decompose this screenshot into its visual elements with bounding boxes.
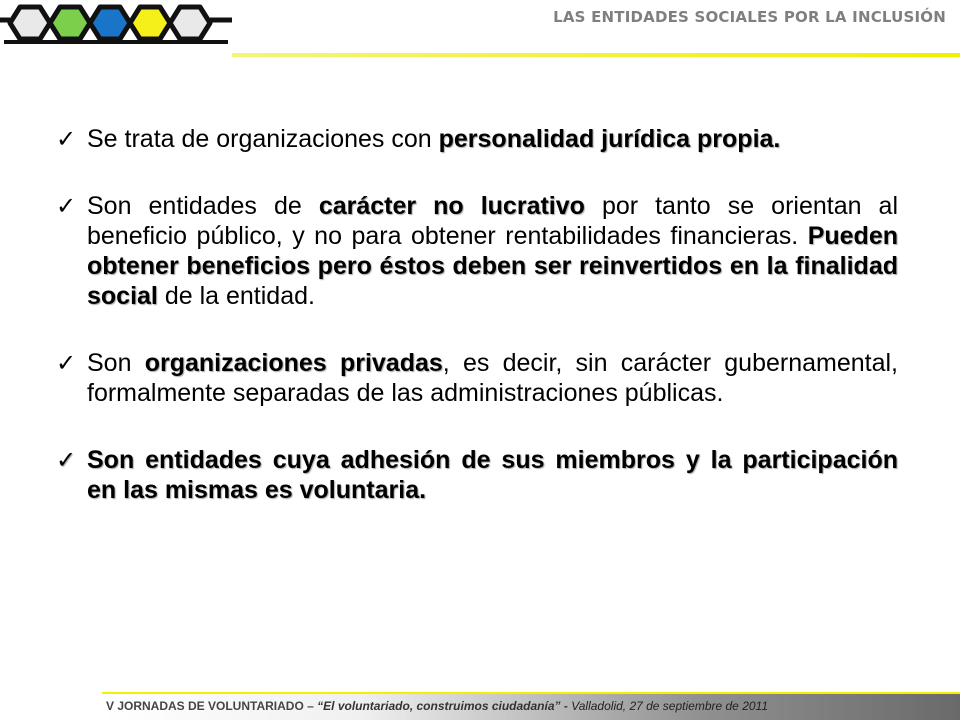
bullet-2-text-c: de la entidad. — [157, 282, 315, 310]
bullet-2-highlight-a: carácter no lucrativo — [318, 192, 585, 220]
logo-hexagon-3 — [90, 7, 130, 39]
logo-hexagon-1 — [10, 7, 50, 39]
footer-text — [106, 699, 768, 713]
footer-event: V JORNADAS DE VOLUNTARIADO – — [106, 699, 318, 713]
bullet-3-highlight: organizaciones privadas — [144, 349, 443, 377]
header-divider — [232, 53, 960, 57]
bullet-2-text-b: por tanto se orientan al beneficio público, y no para obtener rentabilidades financieras. — [87, 192, 899, 250]
bullet-2-highlight-b: Pueden obtener beneficios pero éstos deben ser reinvertidos en la finalidad social — [87, 222, 898, 310]
bullet-1 — [56, 124, 898, 154]
footer-bar — [102, 692, 960, 720]
bullet-1-text: Se trata de organizaciones con — [87, 125, 439, 153]
check-icon: ✓ — [56, 349, 77, 377]
logo-hexagon-4 — [130, 7, 170, 39]
logo-hexagon-2 — [50, 7, 90, 39]
bullet-3-text-a: Son — [87, 349, 145, 377]
check-icon: ✓ — [56, 192, 77, 220]
bullet-2-text-a: Son entidades de — [87, 192, 319, 220]
page-title: LAS ENTIDADES SOCIALES POR LA INCLUSIÓN — [553, 8, 946, 26]
footer-motto: “El voluntariado, construimos ciudadanía” - — [317, 699, 572, 713]
footer-place-date: Valladolid, 27 de septiembre de 2011 — [571, 699, 768, 713]
check-icon: ✓ — [56, 446, 77, 474]
bullet-3-text-b: , es decir, sin carácter gubernamental, formalmente separadas de las administraciones públicas. — [87, 349, 899, 407]
logo-hexagon-5 — [170, 7, 210, 39]
bullet-list — [56, 124, 898, 542]
bullet-4 — [56, 445, 898, 505]
bullet-2 — [56, 191, 898, 311]
bullet-3 — [56, 348, 898, 408]
logo — [0, 0, 232, 46]
bullet-1-highlight: personalidad jurídica propia. — [438, 125, 781, 153]
check-icon: ✓ — [56, 125, 77, 153]
bullet-4-text: Son entidades cuya adhesión de sus miembros y la participación en las mismas es voluntaria. — [87, 446, 898, 504]
